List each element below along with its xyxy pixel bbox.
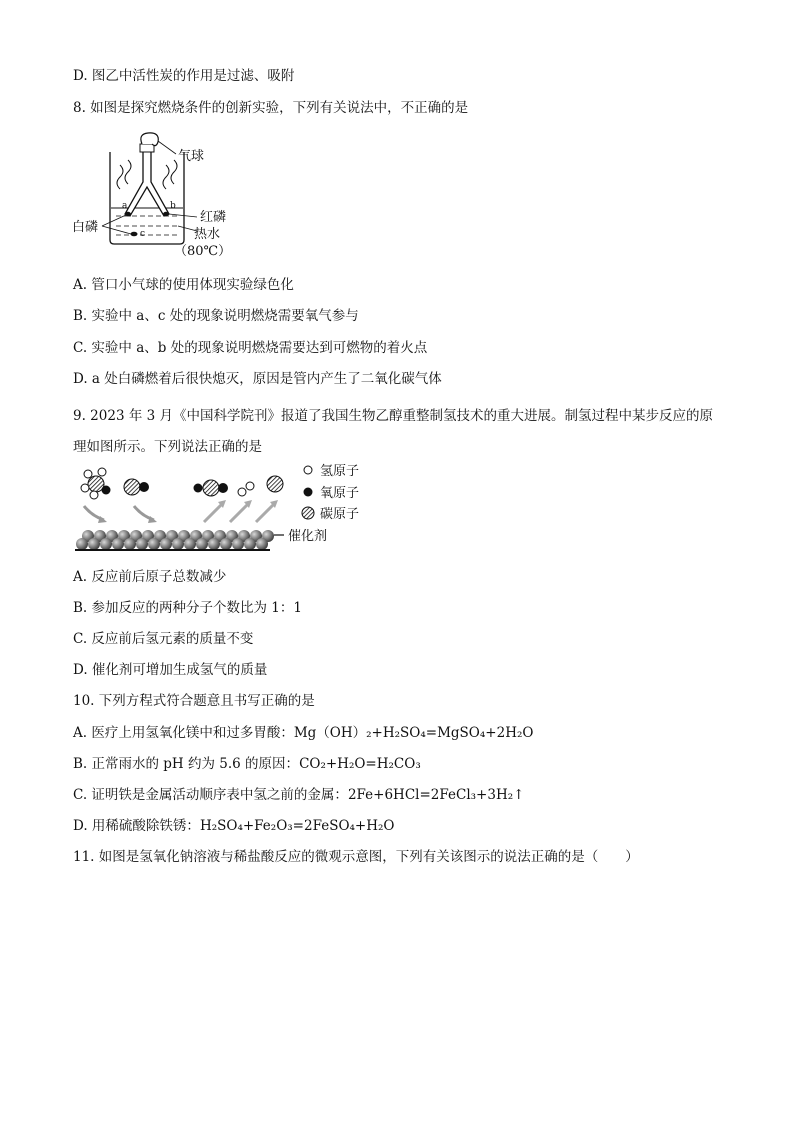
y-tube xyxy=(125,150,169,216)
q11-stem: 11. 如图是氢氧化钠溶液与稀盐酸反应的微观示意图，下列有关该图示的说法正确的是（ ） xyxy=(73,849,639,865)
q8-option-c: C. 实验中 a、b 处的现象说明燃烧需要达到可燃物的着火点 xyxy=(73,340,428,356)
label-c: c xyxy=(140,229,146,239)
c-atom-legend-icon xyxy=(302,507,314,519)
q9-option-b: B. 参加反应的两种分子个数比为 1：1 xyxy=(73,600,302,616)
co-molecule-icon xyxy=(194,480,229,496)
label-a: a xyxy=(122,201,128,211)
label-balloon: 气球 xyxy=(178,149,205,164)
arrow-icon xyxy=(256,504,274,522)
leader-line xyxy=(158,141,176,154)
catalyst-surface xyxy=(75,530,274,550)
vapor-icon xyxy=(125,160,131,184)
q8-stem: 8. 如图是探究燃烧条件的创新实验，下列有关说法中，不正确的是 xyxy=(73,100,469,116)
legend-h-atom: 氢原子 xyxy=(320,464,360,479)
q10-option-c xyxy=(73,786,524,804)
option-text: A. 医疗上用氢氧化镁中和过多胃酸： xyxy=(73,725,294,741)
white-phosphorus-c xyxy=(131,232,138,237)
label-white-phosphorus: 白磷 xyxy=(72,220,99,235)
q10-option-d xyxy=(73,817,394,835)
o-atom-legend-icon xyxy=(304,488,313,497)
legend-o-atom: 氧原子 xyxy=(320,486,360,501)
balloon-icon xyxy=(141,133,158,146)
equation: H₂SO₄+Fe₂O₃=2FeSO₄+H₂O xyxy=(199,818,395,834)
equation: Mg（OH）₂+H₂SO₄=MgSO₄+2H₂O xyxy=(293,725,534,741)
label-hot-water: 热水 xyxy=(194,227,221,242)
q8-option-a: A. 管口小气球的使用体现实验绿色化 xyxy=(73,277,294,293)
q9-reaction-diagram xyxy=(70,462,370,552)
q9-stem: 9. 2023 年 3 月《中国科学院刊》报道了我国生物乙醇重整制氢技术的重大进展。制氢过程中某步反应的原理如图所示。下列说法正确的是 xyxy=(73,408,713,455)
q8-option-b: B. 实验中 a、c 处的现象说明燃烧需要氧气参与 xyxy=(73,308,359,324)
q7-option-d: D. 图乙中活性炭的作用是过滤、吸附 xyxy=(73,68,295,84)
label-catalyst: 催化剂 xyxy=(288,529,328,544)
equation: CO₂+H₂O=H₂CO₃ xyxy=(299,756,421,772)
leader-line xyxy=(102,226,131,234)
vapor-icon xyxy=(171,160,177,184)
q10-option-a xyxy=(73,724,533,742)
leader-line xyxy=(102,215,126,226)
h2-molecule-icon xyxy=(238,482,254,496)
legend-c-atom: 碳原子 xyxy=(320,507,360,522)
equation: 2Fe+6HCl=2FeCl₃+3H₂↑ xyxy=(347,787,525,803)
option-text: D. 用稀硫酸除铁锈： xyxy=(73,818,200,834)
h-atom-legend-icon xyxy=(304,466,312,474)
co-molecule-icon xyxy=(124,479,149,495)
arrow-icon xyxy=(230,504,248,522)
label-b: b xyxy=(170,201,176,211)
carbon-atom-icon xyxy=(267,476,283,492)
q8-combustion-apparatus xyxy=(70,130,270,262)
vapor-icon xyxy=(163,165,169,189)
q9-option-d: D. 催化剂可增加生成氢气的质量 xyxy=(73,662,268,678)
arrow-icon xyxy=(204,504,222,522)
q9-option-a: A. 反应前后原子总数减少 xyxy=(73,569,227,585)
white-phosphorus-a xyxy=(125,212,131,216)
label-red-phosphorus: 红磷 xyxy=(200,210,227,225)
q10-option-b xyxy=(73,755,421,773)
option-text: C. 证明铁是金属活动顺序表中氢之前的金属： xyxy=(73,787,348,803)
q9-option-c: C. 反应前后氢元素的质量不变 xyxy=(73,631,254,647)
ethanol-molecule-icon xyxy=(81,468,111,499)
red-phosphorus-b xyxy=(163,212,169,216)
option-text: B. 正常雨水的 pH 约为 5.6 的原因： xyxy=(73,756,300,772)
leader-line xyxy=(169,214,197,217)
label-temperature: （80℃） xyxy=(174,244,232,259)
q10-stem: 10. 下列方程式符合题意且书写正确的是 xyxy=(73,693,315,709)
tube-stopper xyxy=(140,144,154,152)
vapor-icon xyxy=(117,165,123,189)
q8-option-d: D. a 处白磷燃着后很快熄灭，原因是管内产生了二氧化碳气体 xyxy=(73,371,442,387)
